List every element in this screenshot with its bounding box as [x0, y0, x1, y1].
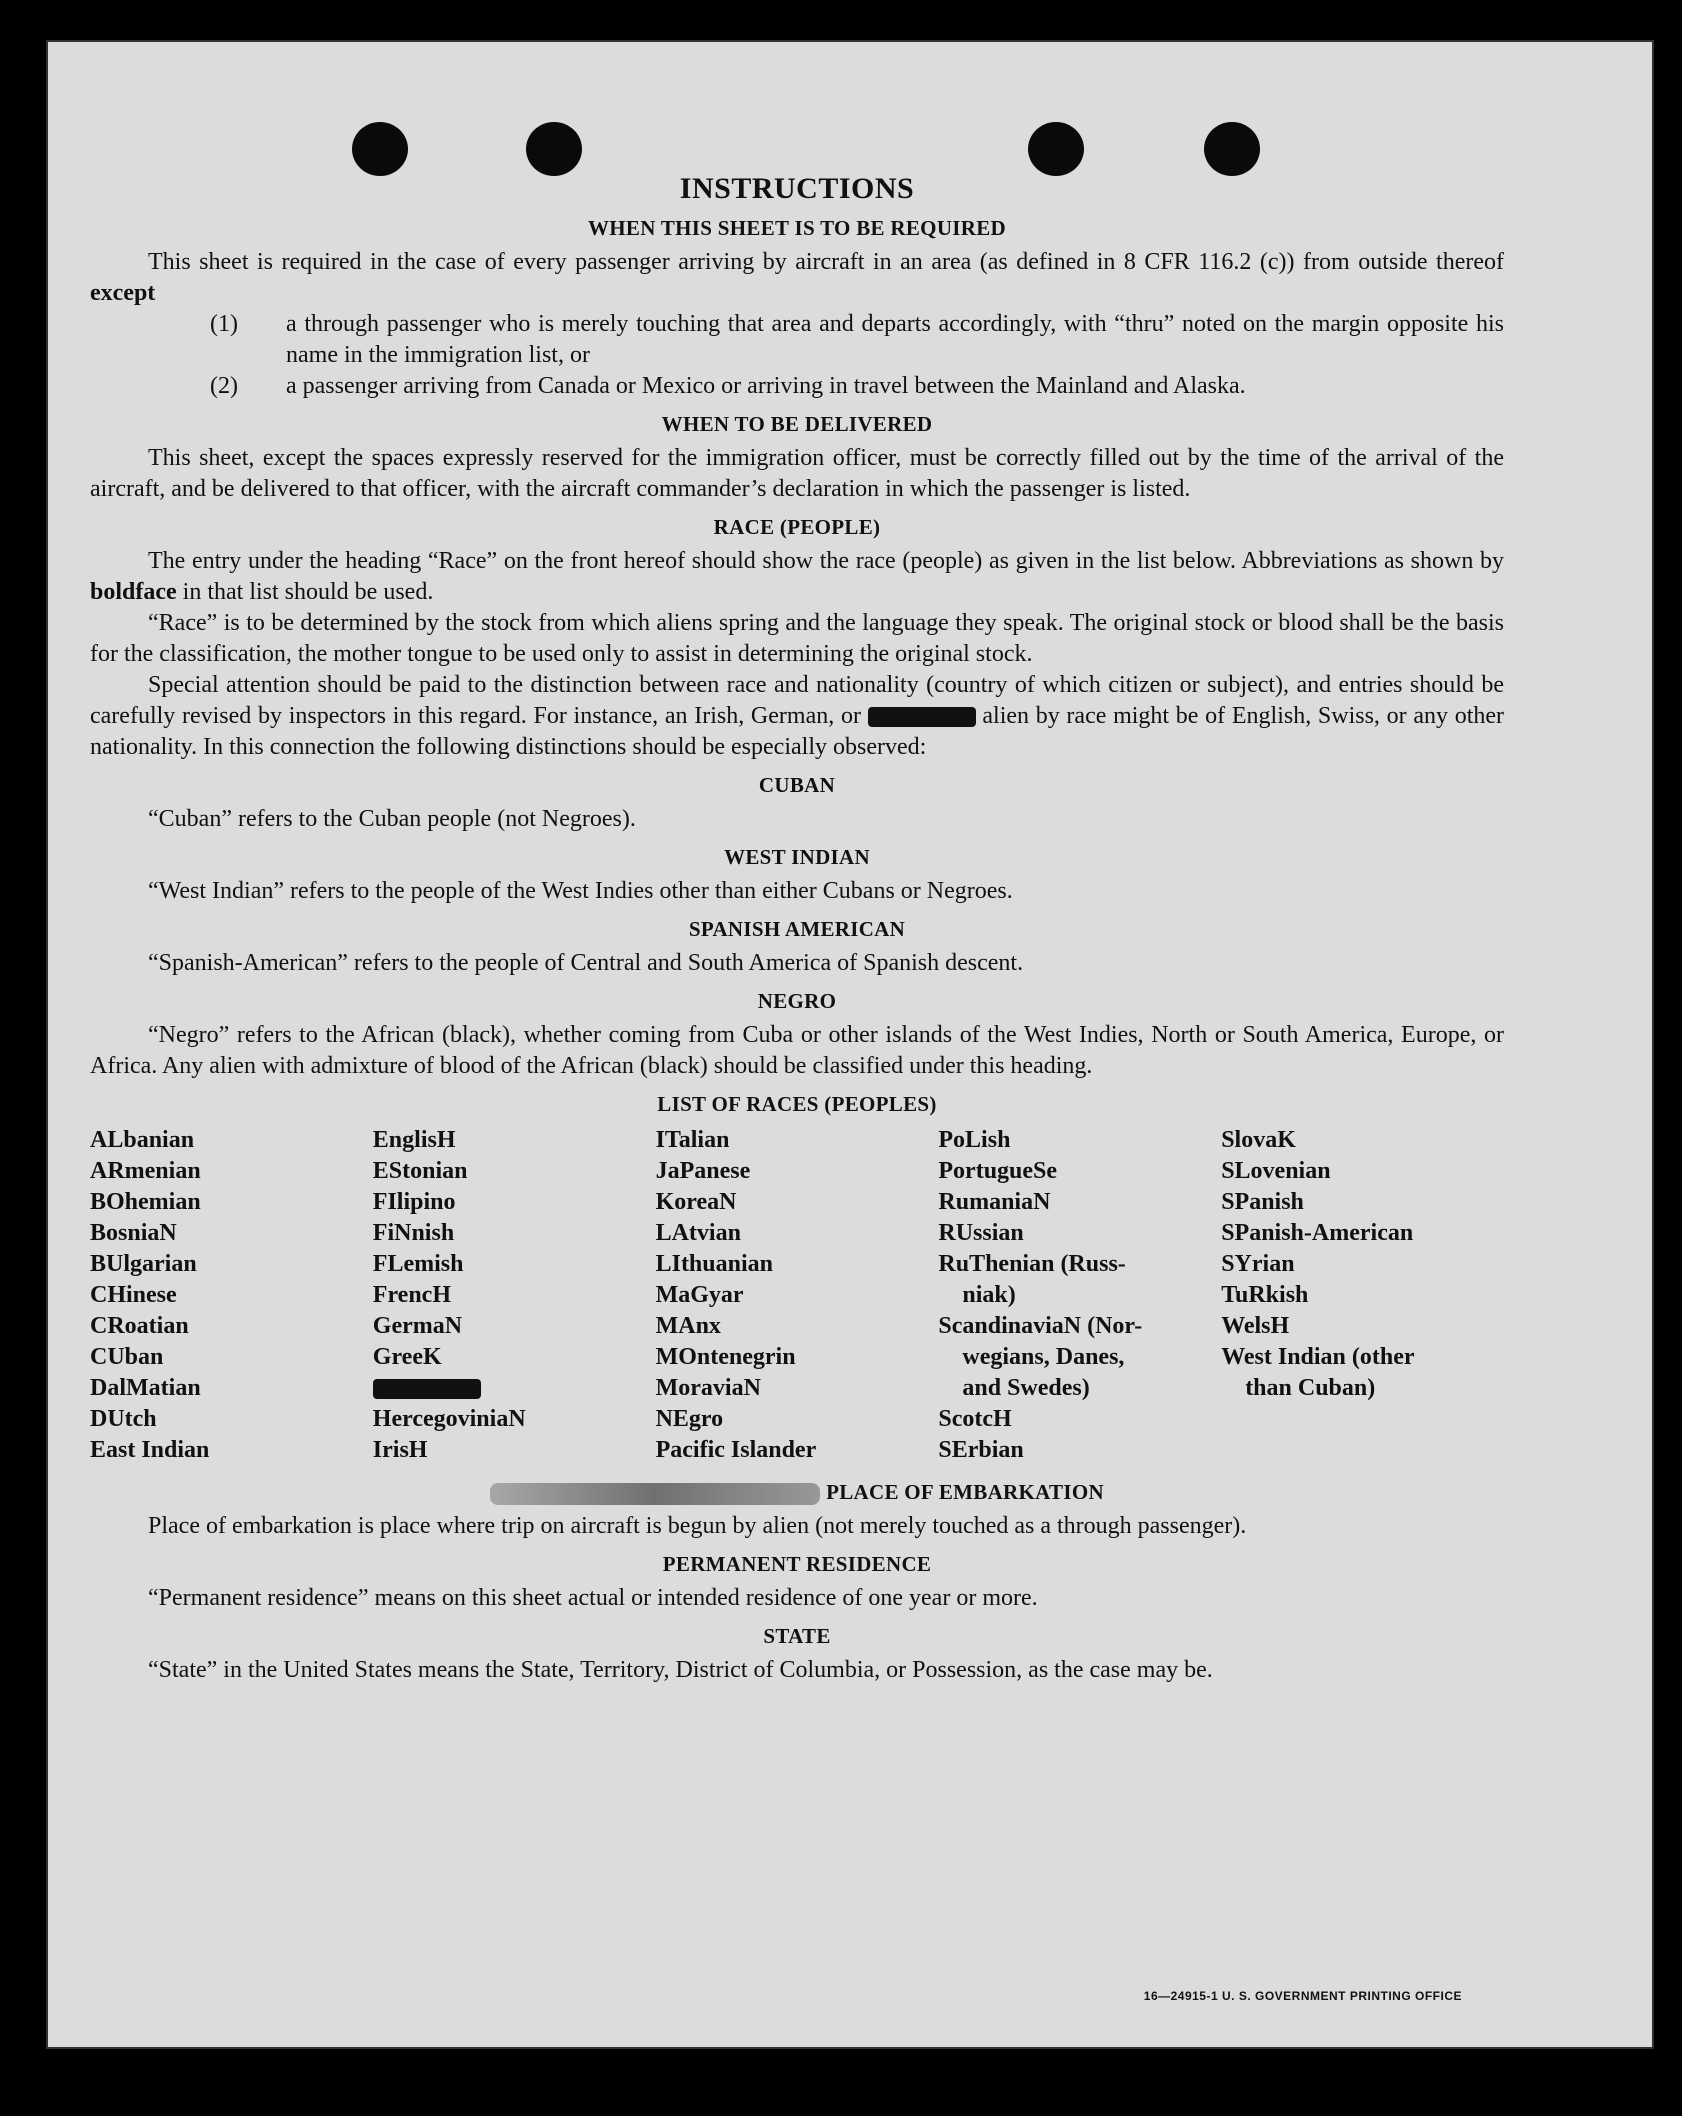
section-heading-state: STATE	[763, 1624, 831, 1649]
race-entry: FrencH	[372, 1282, 451, 1308]
section-heading-when-required: WHEN THIS SHEET IS TO BE REQUIRED	[587, 216, 1006, 240]
race-entry: East Indian	[90, 1437, 210, 1463]
race-entry: ARmenian	[90, 1158, 201, 1184]
race-entry: GreeK	[372, 1344, 442, 1370]
race-entry: ScotcH	[938, 1406, 1012, 1432]
page-title: INSTRUCTIONS	[679, 172, 915, 205]
redaction-mark	[868, 707, 976, 727]
section-heading-cuban: CUBAN	[758, 773, 836, 797]
exception-item-2: (2) a passenger arriving from Canada or Mexico or arriving in travel between the Mainland and Alaska.	[210, 373, 1246, 399]
race-column	[656, 1125, 939, 1466]
race-entry: wegians, Danes,	[962, 1344, 1125, 1370]
race-entry: LIthuanian	[655, 1251, 773, 1277]
race-entry: FiNnish	[372, 1220, 455, 1246]
race-column	[1221, 1125, 1504, 1466]
exception-item-1: (1) a through passenger who is merely touching that area and departs accordingly, with “thru” noted on the margin opposite his name in the immigration list, or	[210, 311, 1504, 368]
race-entry: ITalian	[655, 1127, 730, 1153]
spanish-american-text: “Spanish-American” refers to the people of Central and South America of Spanish descent.	[148, 950, 1024, 976]
race-list	[90, 1125, 1504, 1466]
race-column	[373, 1125, 656, 1466]
race-entry	[373, 1373, 656, 1404]
race-entry: SPanish-American	[1221, 1220, 1414, 1246]
punch-hole	[1028, 122, 1084, 176]
race-entry: ALbanian	[90, 1127, 195, 1153]
race-entry: DUtch	[90, 1406, 157, 1432]
instructions-content	[90, 172, 1504, 1686]
race-entry: and Swedes)	[962, 1375, 1090, 1401]
race-entry: BUlgarian	[90, 1251, 197, 1277]
punch-hole	[352, 122, 408, 176]
race-entry: Pacific Islander	[655, 1437, 817, 1463]
section-heading-spanish-american: SPANISH AMERICAN	[688, 917, 906, 941]
race-entry: GermaN	[372, 1313, 463, 1339]
race-entry: MOntenegrin	[655, 1344, 796, 1370]
race-entry: PoLish	[938, 1127, 1011, 1153]
race-entry: niak)	[962, 1282, 1016, 1308]
ink-smudge	[490, 1483, 820, 1505]
redaction-mark	[373, 1379, 481, 1399]
document-sheet	[46, 40, 1654, 2049]
section-heading-list-of-races: LIST OF RACES (PEOPLES)	[657, 1092, 937, 1116]
race-entry: FIlipino	[372, 1189, 456, 1215]
embarkation-text: Place of embarkation is place where trip on aircraft is begun by alien (not merely touched as a through passenger).	[148, 1513, 1247, 1540]
race-column	[90, 1125, 373, 1466]
when-delivered-text: This sheet, except the spaces expressly reserved for the immigration officer, must be correctly filled out by the time of the arrival of the aircraft, and be delivered to that officer, with the aircraft commander’s declaration in which the passenger is listed.	[90, 445, 1504, 502]
race-entry: CRoatian	[90, 1313, 189, 1339]
section-heading-negro: NEGRO	[757, 989, 837, 1013]
race-paragraph-2: “Race” is to be determined by the stock from which aliens spring and the language they speak. The original stock or blood shall be the basis for the classification, the mother tongue to be used only to assist in determining the original stock.	[90, 610, 1504, 667]
west-indian-text: “West Indian” refers to the people of the West Indies other than either Cubans or Negroes.	[148, 878, 1013, 904]
negro-text: “Negro” refers to the African (black), whether coming from Cuba or other islands of the West Indies, North or South America, Europe, or Africa. Any alien with admixture of blood of the African (black) should be classified under this heading.	[90, 1022, 1504, 1079]
race-entry: ScandinaviaN (Nor-	[938, 1313, 1143, 1339]
race-entry: EnglisH	[372, 1127, 456, 1153]
race-entry: SErbian	[938, 1437, 1024, 1463]
race-entry: SPanish	[1221, 1189, 1304, 1215]
punch-hole	[526, 122, 582, 176]
section-heading-west-indian: WEST INDIAN	[724, 845, 870, 869]
race-column	[938, 1125, 1221, 1466]
race-entry: JaPanese	[655, 1158, 751, 1184]
race-entry: than Cuban)	[1245, 1375, 1376, 1401]
section-heading-permanent-residence: PERMANENT RESIDENCE	[662, 1552, 932, 1577]
race-entry: CUban	[90, 1344, 164, 1370]
permanent-residence-text: “Permanent residence” means on this sheet actual or intended residence of one year or more.	[148, 1585, 1038, 1612]
race-entry: BosniaN	[90, 1220, 177, 1246]
race-entry: SLovenian	[1221, 1158, 1331, 1184]
race-entry: TuRkish	[1221, 1282, 1309, 1308]
section-heading-embarkation: PLACE OF EMBARKATION	[90, 1480, 1504, 1505]
race-entry: HercegoviniaN	[372, 1406, 526, 1432]
section-heading-when-delivered: WHEN TO BE DELIVERED	[661, 412, 933, 436]
race-entry: DalMatian	[90, 1375, 201, 1401]
race-entry: LAtvian	[655, 1220, 741, 1246]
race-paragraph-3: Special attention should be paid to the distinction between race and nationality (country of which citizen or subject), and entries should be carefully revised by inspectors in this regard. For instance, an Irish, German, or alien by race might be of English, Swiss, or any other nationality. In this connection the following distinctions should be especially observed:	[90, 672, 1505, 760]
when-required-intro: This sheet is required in the case of every passenger arriving by aircraft in an area (as defined in 8 CFR 116.2 (c)) from outside thereof except	[90, 249, 1504, 306]
race-entry: PortugueSe	[938, 1158, 1058, 1184]
race-entry: EStonian	[372, 1158, 468, 1184]
race-entry: MAnx	[655, 1313, 721, 1339]
race-entry: West Indian (other	[1221, 1344, 1415, 1370]
race-entry: SYrian	[1221, 1251, 1295, 1277]
section-heading-race: RACE (PEOPLE)	[713, 515, 881, 539]
race-entry: BOhemian	[90, 1189, 201, 1215]
race-entry: RUssian	[938, 1220, 1024, 1246]
race-entry: CHinese	[90, 1282, 177, 1308]
race-entry: RumaniaN	[938, 1189, 1051, 1215]
race-entry: WelsH	[1221, 1313, 1290, 1339]
cuban-text: “Cuban” refers to the Cuban people (not Negroes).	[148, 806, 636, 832]
race-entry: FLemish	[372, 1251, 464, 1277]
printer-imprint: 16—24915-1 U. S. GOVERNMENT PRINTING OFFICE	[1143, 1989, 1462, 2003]
race-entry: MaGyar	[655, 1282, 744, 1308]
race-paragraph-1: The entry under the heading “Race” on the front hereof should show the race (people) as given in the list below. Abbreviations as shown by boldface in that list should be used.	[90, 548, 1504, 605]
race-entry: KoreaN	[655, 1189, 737, 1215]
race-entry: RuThenian (Russ-	[938, 1251, 1126, 1277]
state-text: “State” in the United States means the State, Territory, District of Columbia, or Possession, as the case may be.	[148, 1657, 1213, 1684]
race-entry: NEgro	[655, 1406, 724, 1432]
race-entry: SlovaK	[1221, 1127, 1296, 1153]
race-entry: IrisH	[372, 1437, 428, 1463]
punch-hole	[1204, 122, 1260, 176]
race-entry: MoraviaN	[655, 1375, 761, 1401]
